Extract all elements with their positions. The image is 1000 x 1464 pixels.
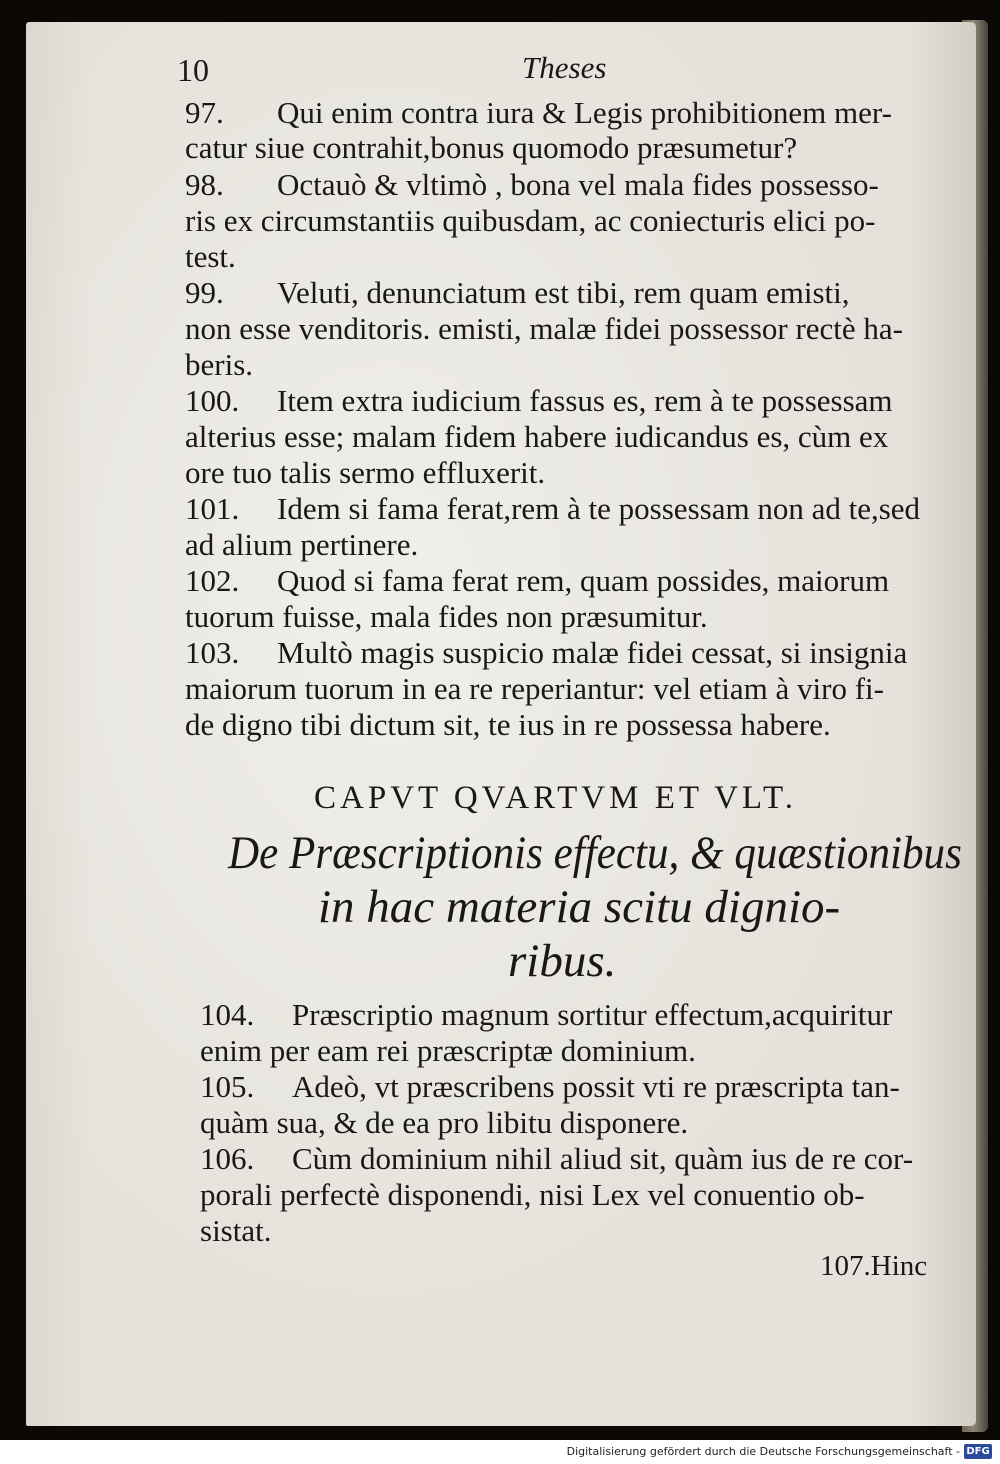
paragraph-number: 100. — [185, 383, 240, 418]
text-line: 99. Veluti, denunciatum est tibi, rem quam emisti, — [185, 275, 850, 310]
footer-bar — [0, 1440, 1000, 1464]
text-line: beris. — [185, 347, 254, 382]
paragraph-number: 98. — [185, 167, 224, 202]
text-line: ris ex circumstantiis quibusdam, ac coniecturis elici po- — [185, 203, 876, 238]
text-line: 103. Multò magis suspicio malæ fidei cessat, si insignia — [185, 635, 908, 670]
text-line: tuorum fuisse, mala fides non præsumitur. — [185, 599, 708, 634]
dfg-logo: DFG — [964, 1444, 992, 1459]
paragraph-number: 101. — [185, 491, 240, 526]
chapter-heading: CAPVT QVARTVM ET VLT. — [314, 780, 797, 816]
text-line: quàm sua, & de ea pro libitu disponere. — [200, 1105, 689, 1140]
funding-credit: Digitalisierung gefördert durch die Deutsche Forschungsgemeinschaft - — [566, 1445, 960, 1458]
text-line: alterius esse; malam fidem habere iudicandus es, cùm ex — [185, 419, 889, 454]
text-line: sistat. — [200, 1213, 272, 1248]
paragraph-number: 97. — [185, 95, 224, 130]
text-line: de digno tibi dictum sit, te ius in re possessa habere. — [185, 707, 831, 742]
paragraph-number: 102. — [185, 563, 240, 598]
text-line: 106. Cùm dominium nihil aliud sit, quàm ius de re cor- — [200, 1141, 914, 1176]
paragraph-number: 106. — [200, 1141, 255, 1176]
text-line: 105. Adeò, vt præscribens possit vti re præscripta tan- — [200, 1069, 900, 1104]
text-line: 104. Præscriptio magnum sortitur effectum,acquiritur — [200, 997, 893, 1032]
text-line: porali perfectè disponendi, nisi Lex vel conuentio ob- — [200, 1177, 865, 1212]
paragraph-number: 105. — [200, 1069, 255, 1104]
text-line: ore tuo talis sermo effluxerit. — [185, 455, 546, 490]
text-line: 98. Octauò & vltimò , bona vel mala fides possesso- — [185, 167, 879, 202]
chapter-subtitle-line: De Præscriptionis effectu, & quæstionibus — [228, 827, 962, 879]
text-line: test. — [185, 239, 236, 274]
text-line: 100. Item extra iudicium fassus es, rem à te possessam — [185, 383, 893, 418]
chapter-subtitle-line: in hac materia scitu dignio- — [318, 881, 841, 933]
paragraph-number: 104. — [200, 997, 255, 1032]
text-line: enim per eam rei præscriptæ dominium. — [200, 1033, 696, 1068]
paragraph-number: 103. — [185, 635, 240, 670]
catchword: 107.Hinc — [820, 1250, 928, 1282]
text-line: 102. Quod si fama ferat rem, quam possides, maiorum — [185, 563, 890, 598]
running-head: Theses — [522, 50, 607, 85]
page-number: 10 — [177, 52, 209, 88]
paragraph-number: 99. — [185, 275, 224, 310]
text-line: maiorum tuorum in ea re reperiantur: vel etiam à viro fi- — [185, 671, 884, 706]
text-line: 101. Idem si fama ferat,rem à te possessam non ad te,sed — [185, 491, 921, 526]
text-line: 97. Qui enim contra iura & Legis prohibitionem mer- — [185, 95, 892, 130]
text-line: catur siue contrahit,bonus quomodo præsumetur? — [185, 130, 798, 165]
chapter-subtitle-line: ribus. — [508, 935, 617, 987]
text-line: non esse venditoris. emisti, malæ fidei possessor rectè ha- — [185, 311, 904, 346]
text-line: ad alium pertinere. — [185, 527, 419, 562]
